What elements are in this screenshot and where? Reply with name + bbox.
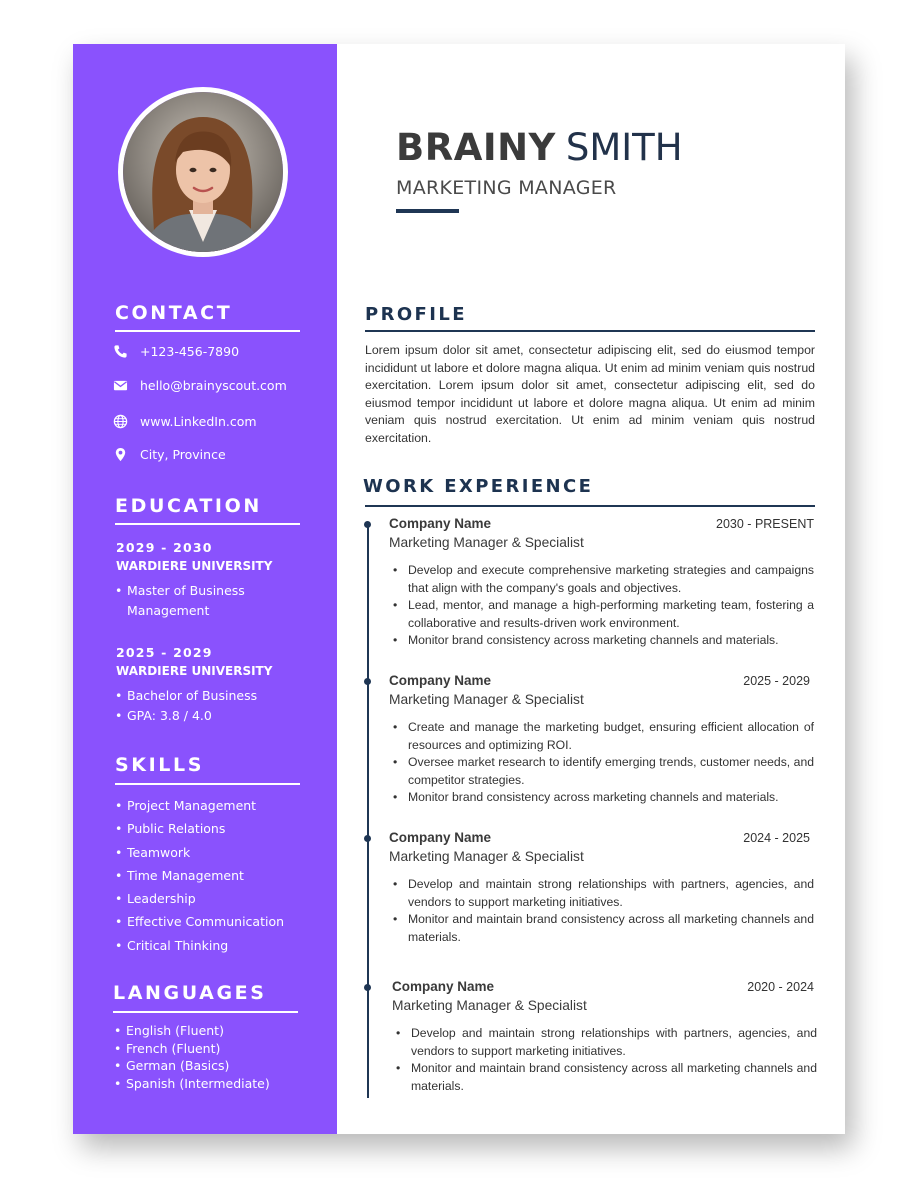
contact-phone-text: +123-456-7890 — [140, 343, 240, 359]
sidebar — [73, 44, 337, 1134]
list-item: • Oversee market research to identify emerging trends, customer needs, and competitor strategies. — [389, 754, 814, 789]
skill-item: • Time Management — [115, 864, 315, 887]
contact-email-text: hello@brainyscout.com — [140, 377, 287, 393]
timeline-dot — [364, 835, 371, 842]
skills-heading: SKILLS — [115, 754, 204, 776]
location-pin-icon — [113, 447, 128, 462]
job-bullets — [389, 719, 814, 807]
contact-divider — [115, 330, 300, 332]
work-experience-heading: WORK EXPERIENCE — [363, 476, 594, 497]
list-item: • Monitor brand consistency across marketing channels and materials. — [389, 632, 814, 650]
list-item: • Master of Business Management — [115, 581, 285, 621]
job-dates: 2025 - 2029 — [743, 674, 810, 688]
timeline-dot — [364, 678, 371, 685]
profile-text: Lorem ipsum dolor sit amet, consectetur adipiscing elit, sed do eiusmod tempor incididunt ut labore et dolore magna aliqua. Ut enim ad minim veniam quis nostrud exercitation. Lorem ipsum dolor sit amet, consectetur adipiscing elit, sed do eiusmod tempor incididunt ut labore et dolore magna aliqua. Ut enim ad minim veniam quis nostrud exercitation. Ut enim ad minim veniam quis nostrud exercitation. — [365, 343, 815, 445]
contact-heading: CONTACT — [115, 302, 233, 324]
list-item: • Monitor and maintain brand consistency across all marketing channels and materials. — [389, 911, 814, 946]
list-item: • Bachelor of Business — [115, 686, 295, 706]
job-dates: 2024 - 2025 — [743, 831, 810, 845]
job-bullets — [389, 876, 814, 946]
education-years: 2029 - 2030 — [116, 540, 213, 555]
portrait-image — [123, 92, 283, 252]
contact-email[interactable] — [113, 375, 287, 395]
job-role: Marketing Manager & Specialist — [389, 692, 584, 707]
timeline-line — [367, 524, 369, 1098]
first-name: BRAINY — [396, 126, 556, 169]
contact-location-text: City, Province — [140, 446, 226, 462]
job-role: Marketing Manager & Specialist — [392, 998, 587, 1013]
skill-item: • Leadership — [115, 887, 315, 910]
contact-phone[interactable] — [113, 341, 239, 361]
language-item: • English (Fluent) — [114, 1022, 314, 1040]
profile-heading: PROFILE — [365, 304, 467, 325]
languages-heading: LANGUAGES — [113, 982, 267, 1004]
languages-list — [114, 1022, 314, 1092]
education-years: 2025 - 2029 — [116, 645, 213, 660]
skill-item: • Public Relations — [115, 817, 315, 840]
job-company: Company Name — [389, 673, 492, 688]
education-details — [115, 581, 285, 621]
language-item: • German (Basics) — [114, 1057, 314, 1075]
globe-icon — [113, 414, 128, 429]
title-accent-bar — [396, 209, 459, 213]
job-dates: 2020 - 2024 — [747, 980, 814, 994]
languages-divider — [113, 1011, 298, 1013]
language-item: • French (Fluent) — [114, 1040, 314, 1058]
profile-photo — [118, 87, 288, 257]
job-entry — [389, 830, 814, 946]
education-divider — [115, 523, 300, 525]
skill-item: • Teamwork — [115, 841, 315, 864]
skill-item: • Critical Thinking — [115, 934, 315, 957]
contact-website-text: www.LinkedIn.com — [140, 413, 257, 429]
skills-list — [115, 794, 315, 957]
job-bullets — [392, 1025, 817, 1095]
language-item: • Spanish (Intermediate) — [114, 1075, 314, 1093]
profile-divider — [365, 330, 815, 332]
job-role: Marketing Manager & Specialist — [389, 849, 584, 864]
job-dates: 2030 - PRESENT — [716, 517, 814, 531]
work-experience-divider — [365, 505, 815, 507]
job-bullets — [389, 562, 814, 650]
mail-icon — [113, 378, 128, 393]
list-item: • Develop and maintain strong relationships with partners, agencies, and vendors to support marketing initiatives. — [392, 1025, 817, 1060]
list-item: • Lead, mentor, and manage a high-performing marketing team, fostering a collaborative and results-driven work environment. — [389, 597, 814, 632]
job-company: Company Name — [389, 516, 492, 531]
resume-page — [73, 44, 845, 1134]
list-item: • GPA: 3.8 / 4.0 — [115, 706, 295, 726]
last-name: SMITH — [565, 126, 683, 169]
job-entry — [389, 673, 814, 807]
list-item: • Create and manage the marketing budget, ensuring efficient allocation of resources and optimizing ROI. — [389, 719, 814, 754]
education-school: WARDIERE UNIVERSITY — [116, 559, 273, 573]
contact-location — [113, 444, 226, 464]
timeline-dot — [364, 984, 371, 991]
candidate-name — [396, 126, 683, 169]
education-school: WARDIERE UNIVERSITY — [116, 664, 273, 678]
education-details — [115, 686, 295, 726]
list-item: • Develop and maintain strong relationships with partners, agencies, and vendors to support marketing initiatives. — [389, 876, 814, 911]
list-item: • Monitor brand consistency across marketing channels and materials. — [389, 789, 814, 807]
job-title: MARKETING MANAGER — [396, 177, 617, 199]
contact-website[interactable] — [113, 411, 257, 431]
skills-divider — [115, 783, 300, 785]
timeline-dot — [364, 521, 371, 528]
phone-icon — [113, 344, 128, 359]
skill-item: • Effective Communication — [115, 910, 315, 933]
job-company: Company Name — [389, 830, 492, 845]
job-company: Company Name — [392, 979, 495, 994]
education-heading: EDUCATION — [115, 495, 262, 517]
list-item: • Monitor and maintain brand consistency across all marketing channels and materials. — [392, 1060, 817, 1095]
skill-item: • Project Management — [115, 794, 315, 817]
list-item: • Develop and execute comprehensive marketing strategies and campaigns that align with the company's goals and objectives. — [389, 562, 814, 597]
job-role: Marketing Manager & Specialist — [389, 535, 584, 550]
job-entry — [392, 979, 817, 1095]
job-entry — [389, 516, 814, 650]
